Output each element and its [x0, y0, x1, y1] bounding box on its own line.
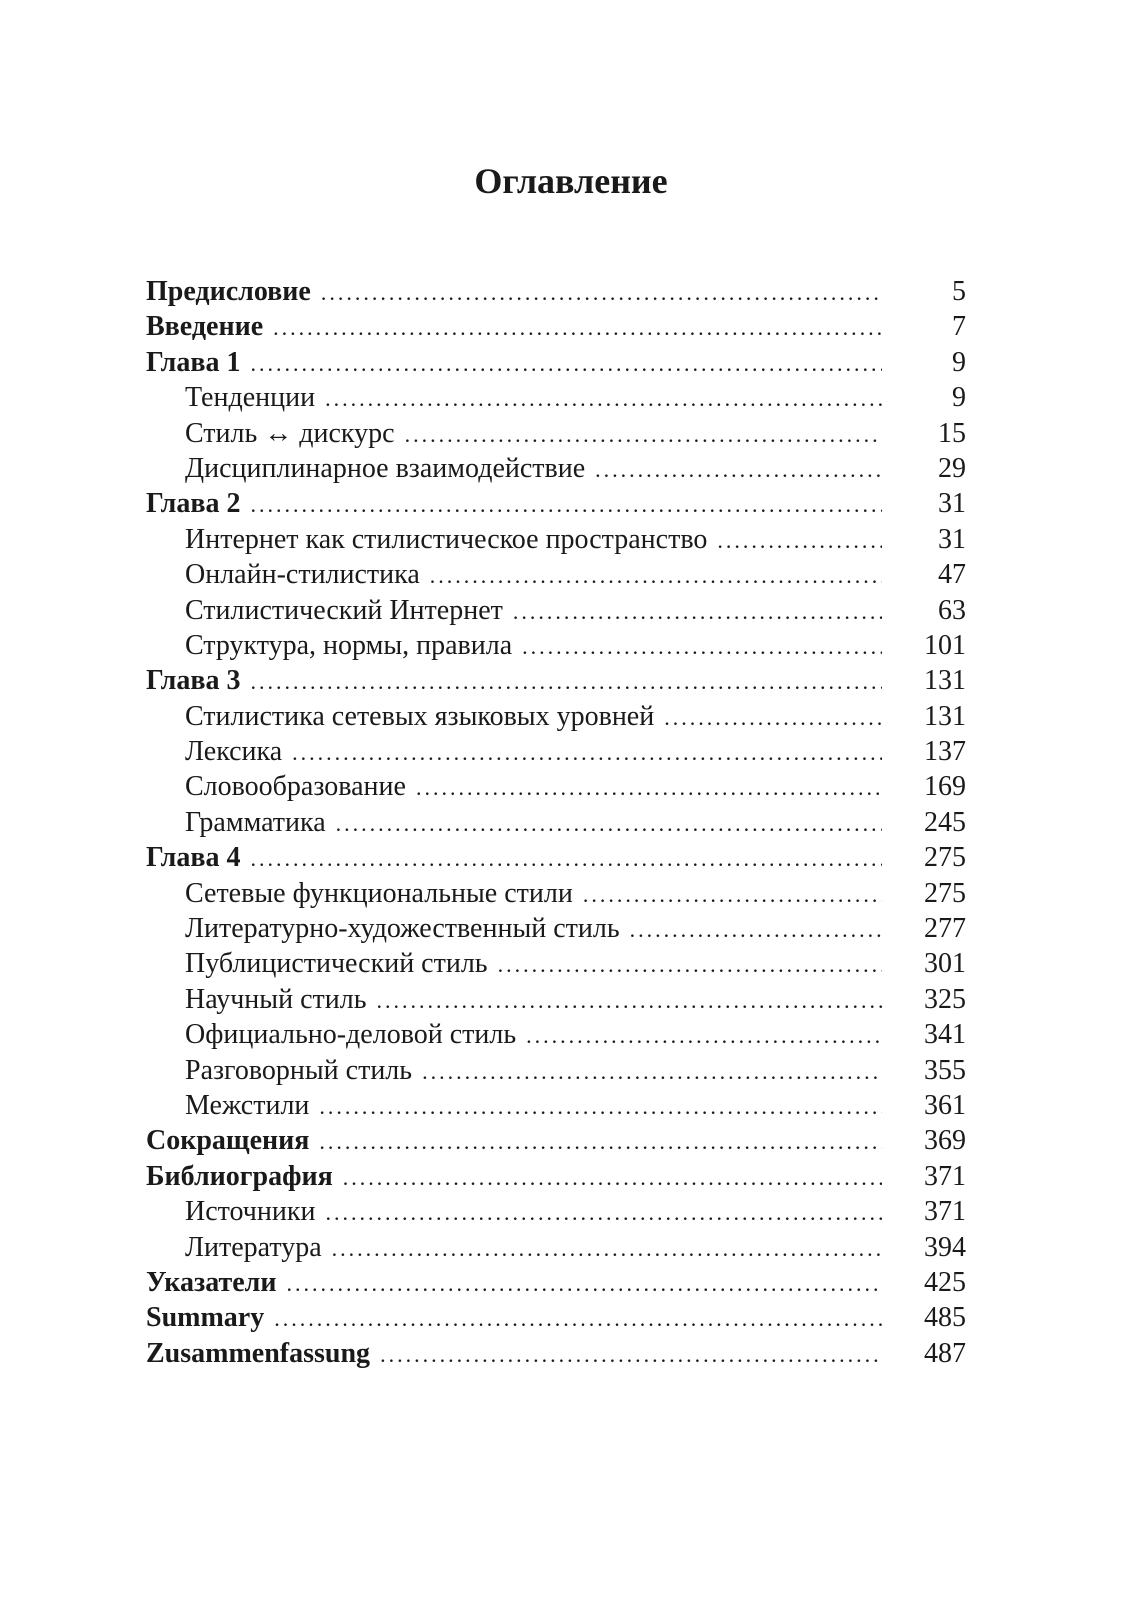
dot-leader	[717, 523, 882, 558]
toc-subentry[interactable]	[146, 522, 970, 557]
toc-entry-page: 277	[924, 913, 966, 945]
toc-subentry[interactable]	[146, 1017, 970, 1052]
toc-entry[interactable]	[146, 345, 970, 380]
toc-subentry[interactable]	[146, 451, 970, 486]
table-of-contents	[146, 274, 970, 1371]
dot-leader	[319, 1124, 882, 1159]
toc-entry[interactable]	[146, 309, 970, 344]
dot-leader	[664, 700, 882, 735]
toc-entry-page: 361	[924, 1089, 966, 1121]
dot-leader	[526, 1018, 882, 1053]
toc-entry-page: 31	[938, 488, 966, 520]
toc-subentry[interactable]	[146, 911, 970, 946]
dot-leader	[583, 877, 882, 912]
toc-entry-page: 487	[924, 1337, 966, 1369]
toc-entry[interactable]	[146, 274, 970, 309]
toc-entry-page: 425	[924, 1266, 966, 1298]
toc-entry-page: 371	[924, 1196, 966, 1228]
toc-entry-label: Грамматика	[185, 806, 326, 838]
toc-entry[interactable]	[146, 1159, 970, 1194]
toc-entry-page: 47	[938, 559, 966, 591]
toc-entry-label: Глава 3	[146, 665, 241, 697]
toc-entry-page: 169	[924, 771, 966, 803]
toc-entry-page: 137	[924, 736, 966, 768]
toc-entry[interactable]	[146, 1336, 970, 1371]
dot-leader	[251, 841, 883, 876]
dot-leader	[325, 381, 882, 416]
dot-leader	[336, 806, 882, 841]
page-title: Оглавление	[474, 161, 668, 201]
toc-entry-page: 341	[924, 1019, 966, 1051]
toc-entry[interactable]	[146, 840, 970, 875]
toc-subentry[interactable]	[146, 1088, 970, 1123]
toc-entry-page: 9	[952, 346, 966, 378]
dot-leader	[321, 275, 882, 310]
toc-entry-page: 485	[924, 1302, 966, 1334]
toc-entry-label: Введение	[146, 311, 264, 343]
toc-entry-page: 369	[924, 1125, 966, 1157]
dot-leader	[251, 346, 883, 381]
toc-entry-label: Научный стиль	[185, 983, 367, 1015]
dot-leader	[513, 594, 882, 629]
dot-leader	[343, 1160, 882, 1195]
dot-leader	[325, 1195, 882, 1230]
toc-entry-label: Стилистический Интернет	[185, 594, 503, 626]
toc-entry-label: Источники	[185, 1196, 316, 1228]
toc-entry-label: Официально-деловой стиль	[185, 1019, 517, 1051]
toc-subentry[interactable]	[146, 628, 970, 663]
toc-entry[interactable]	[146, 1123, 970, 1158]
toc-subentry[interactable]	[146, 734, 970, 769]
toc-entry-page: 394	[924, 1231, 966, 1263]
toc-entry-page: 31	[938, 523, 966, 555]
toc-subentry[interactable]	[146, 699, 970, 734]
toc-entry-label: Сетевые функциональные стили	[185, 877, 573, 909]
toc-entry-page: 101	[924, 629, 966, 661]
toc-entry-page: 325	[924, 983, 966, 1015]
dot-leader	[251, 487, 883, 522]
toc-subentry[interactable]	[146, 416, 970, 451]
toc-entry-label: Дисциплинарное взаимодействие	[185, 452, 586, 484]
toc-entry-page: 131	[924, 700, 966, 732]
toc-subentry[interactable]	[146, 946, 970, 981]
toc-entry[interactable]	[146, 486, 970, 521]
toc-entry-label: Сокращения	[146, 1125, 310, 1157]
dot-leader	[595, 452, 882, 487]
toc-entry-label: Стилистика сетевых языковых уровней	[185, 700, 655, 732]
dot-leader	[380, 1337, 882, 1372]
toc-entry-page: 371	[924, 1160, 966, 1192]
dot-leader	[251, 664, 883, 699]
toc-subentry[interactable]	[146, 380, 970, 415]
toc-entry-label: Интернет как стилистическое пространство	[185, 523, 708, 555]
toc-entry[interactable]	[146, 1265, 970, 1300]
dot-leader	[292, 735, 882, 770]
toc-entry-label: Литературно-художественный стиль	[185, 913, 620, 945]
toc-entry-page: 301	[924, 948, 966, 980]
toc-entry-label: Тенденции	[185, 382, 316, 414]
dot-leader	[405, 417, 882, 452]
toc-entry-page: 7	[952, 311, 966, 343]
toc-subentry[interactable]	[146, 982, 970, 1017]
toc-entry[interactable]	[146, 663, 970, 698]
toc-subentry[interactable]	[146, 593, 970, 628]
toc-entry-label: Разговорный стиль	[185, 1054, 413, 1086]
toc-entry-page: 275	[924, 842, 966, 874]
toc-entry-page: 5	[952, 276, 966, 307]
toc-entry-label: Словообразование	[185, 771, 406, 803]
dot-leader	[287, 1266, 882, 1301]
dot-leader	[498, 947, 882, 982]
toc-entry-label: Глава 2	[146, 488, 241, 520]
toc-entry-label: Лексика	[185, 736, 283, 768]
toc-subentry[interactable]	[146, 1230, 970, 1265]
toc-subentry[interactable]	[146, 557, 970, 592]
dot-leader	[630, 912, 882, 947]
toc-entry-label: Структура, нормы, правила	[185, 629, 513, 661]
toc-entry-page: 15	[938, 417, 966, 449]
dot-leader	[430, 558, 882, 593]
toc-entry-label: Литература	[185, 1231, 322, 1263]
toc-subentry[interactable]	[146, 1053, 970, 1088]
toc-entry-label: Предисловие	[146, 276, 311, 307]
toc-entry-label: Глава 4	[146, 842, 241, 874]
toc-subentry[interactable]	[146, 805, 970, 840]
toc-entry-label: Библиография	[146, 1160, 333, 1192]
toc-entry[interactable]	[146, 1300, 970, 1335]
toc-entry-page: 275	[924, 877, 966, 909]
toc-subentry[interactable]	[146, 769, 970, 804]
dot-leader	[274, 1301, 882, 1336]
toc-subentry[interactable]	[146, 876, 970, 911]
toc-entry-page: 29	[938, 452, 966, 484]
toc-entry-label: Стиль ↔ дискурс	[185, 417, 395, 449]
toc-entry-label: Указатели	[146, 1266, 277, 1298]
toc-entry-page: 245	[924, 806, 966, 838]
toc-entry-label: Межстили	[185, 1089, 310, 1121]
dot-leader	[416, 770, 882, 805]
toc-entry-page: 63	[938, 594, 966, 626]
toc-subentry[interactable]	[146, 1194, 970, 1229]
dot-leader	[332, 1231, 882, 1266]
toc-entry-label: Публицистический стиль	[185, 948, 488, 980]
toc-entry-label: Онлайн-стилистика	[185, 559, 420, 591]
dot-leader	[422, 1054, 882, 1089]
toc-entry-page: 355	[924, 1054, 966, 1086]
dot-leader	[376, 983, 882, 1018]
toc-entry-page: 9	[952, 382, 966, 414]
dot-leader	[522, 629, 882, 664]
toc-entry-page: 131	[924, 665, 966, 697]
dot-leader	[319, 1089, 882, 1124]
toc-entry-label: Summary	[146, 1302, 265, 1334]
toc-entry-label: Глава 1	[146, 346, 241, 378]
dot-leader	[273, 310, 882, 345]
toc-entry-label: Zusammenfassung	[146, 1337, 371, 1369]
